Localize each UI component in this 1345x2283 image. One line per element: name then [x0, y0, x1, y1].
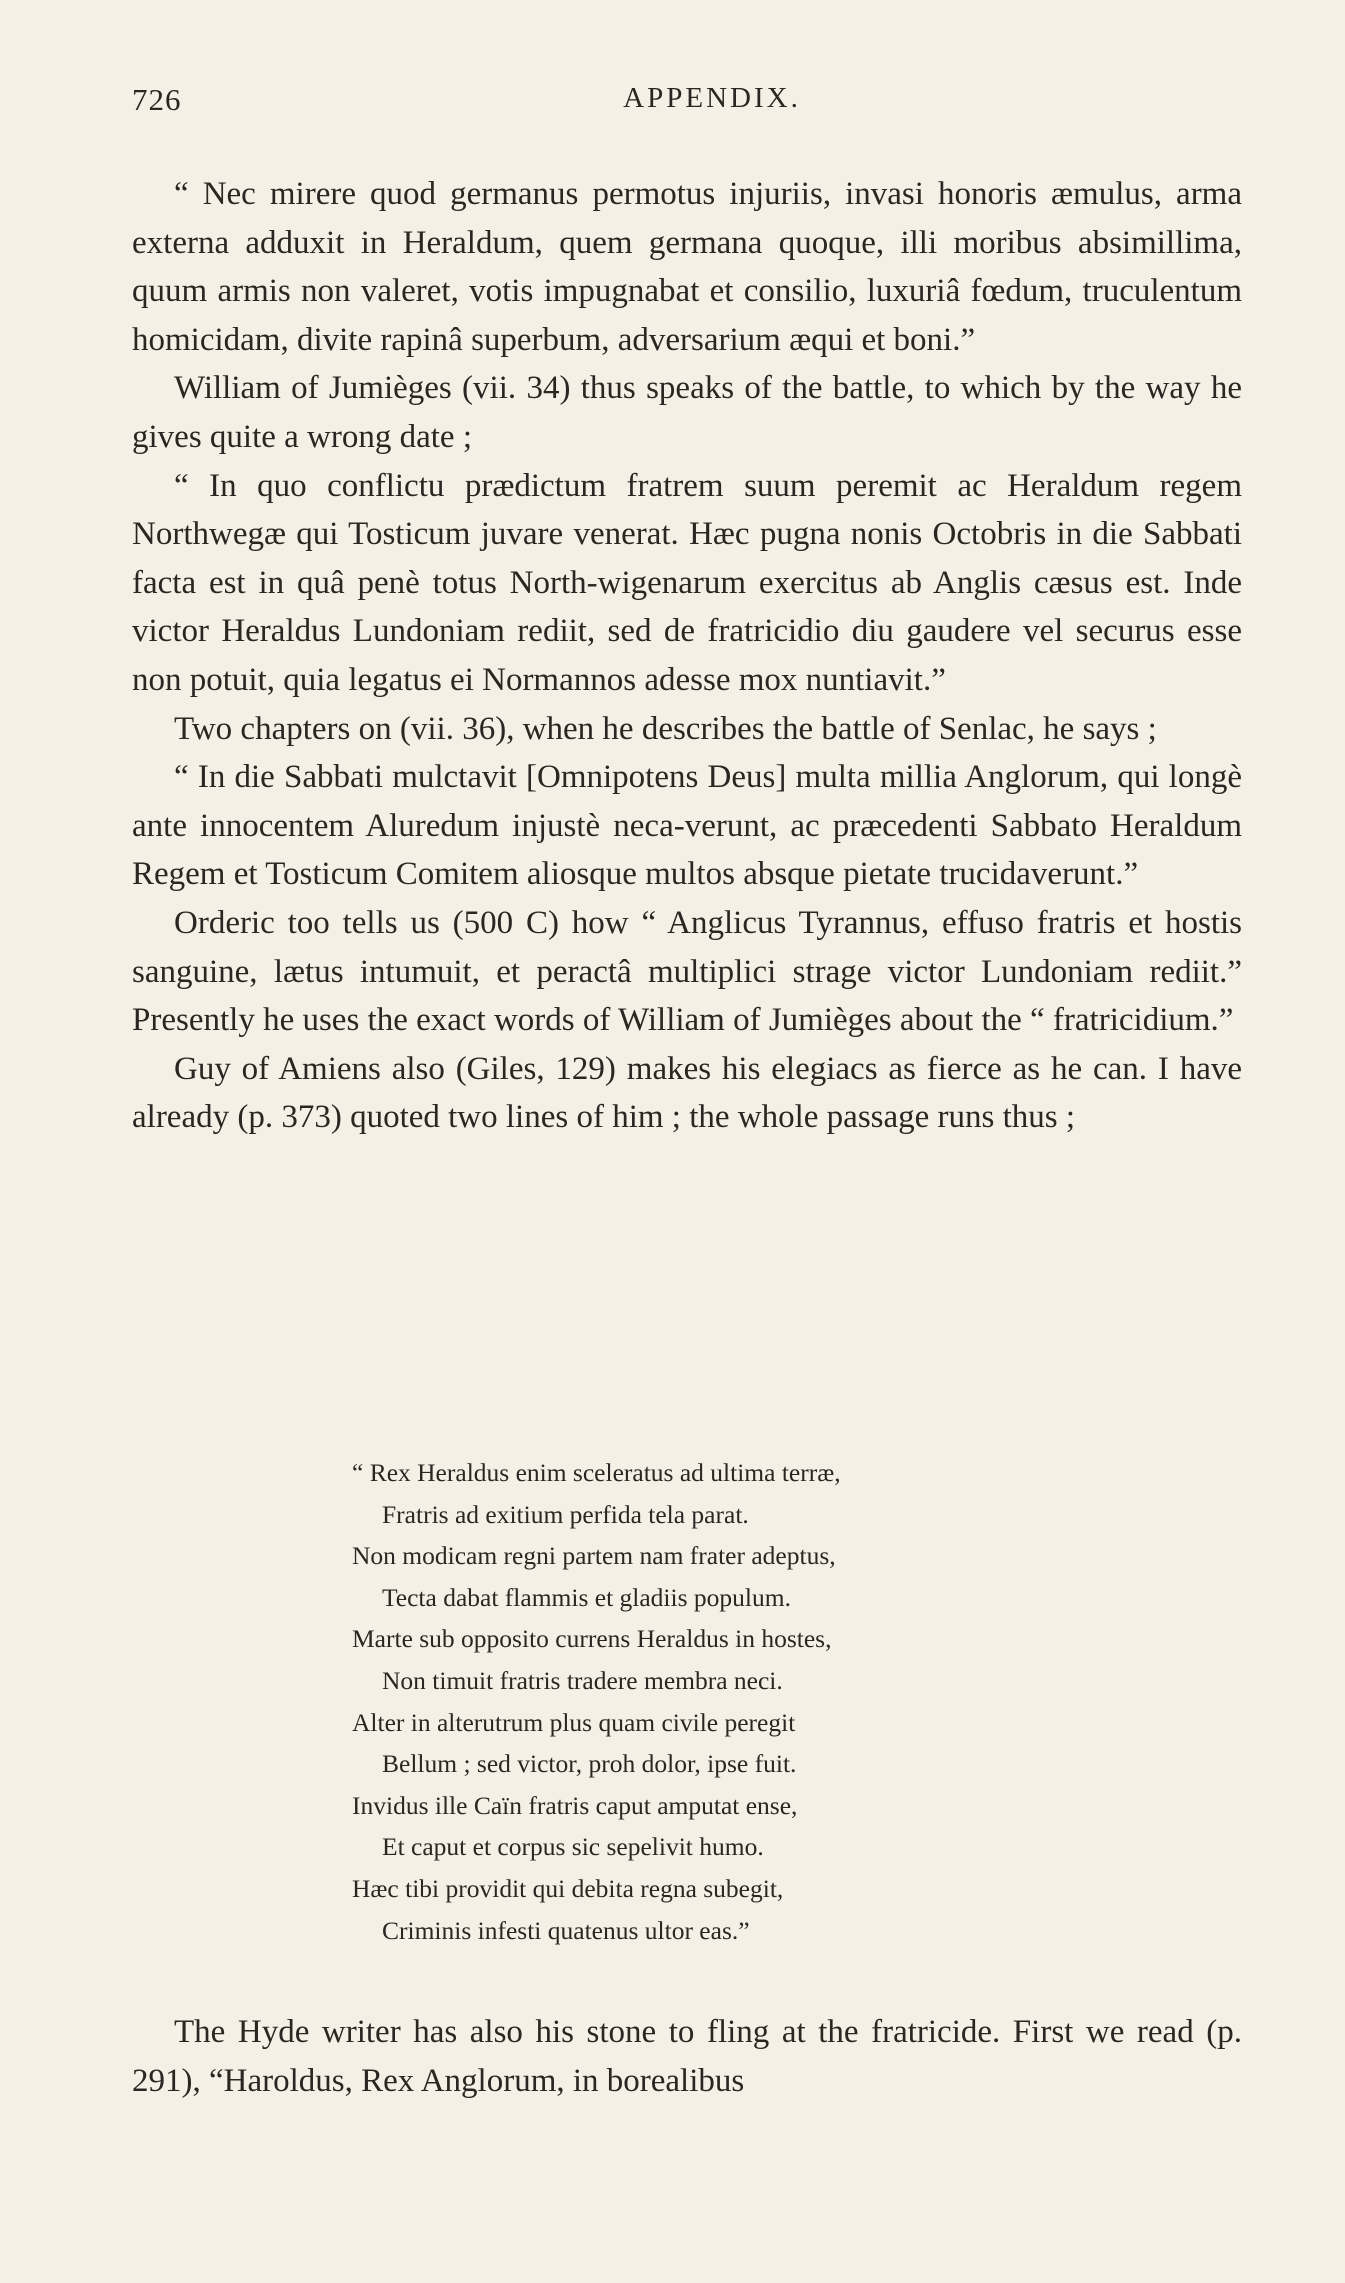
closing-text [132, 2008, 1242, 2105]
verse-line: Invidus ille Caïn fratris caput amputat ense, [352, 1790, 798, 1820]
paragraph: William of Jumièges (vii. 34) thus speaks of the battle, to which by the way he gives quite a wrong date ; [132, 370, 1242, 455]
verse-line: Alter in alterutrum plus quam civile peregit [352, 1707, 796, 1737]
verse-line: Criminis infesti quatenus ultor eas.” [382, 1915, 750, 1945]
verse-line: Tecta dabat flammis et gladiis populum. [382, 1582, 791, 1612]
verse-line: Fratris ad exitium perfida tela parat. [382, 1499, 749, 1529]
verse-line: Non timuit fratris tradere membra neci. [382, 1665, 783, 1695]
page-number: 726 [132, 82, 182, 117]
paragraph: “ Nec mirere quod germanus permotus injuriis, invasi honoris æmulus, arma externa adduxit in Heraldum, quem germana quoque, illi moribus absimillima, quum armis non valeret, votis impugnabat et consilio, luxuriâ fœdum, truculentum homicidam, divite rapinâ superbum, adversarium æqui et boni.” [132, 176, 1242, 358]
page-header [132, 82, 1292, 132]
paragraph: Two chapters on (vii. 36), when he describes the battle of Senlac, he says ; [174, 710, 1157, 747]
paragraph: The Hyde writer has also his stone to fling at the fratricide. First we read (p. 291), “Haroldus, Rex Anglorum, in borealibus [132, 2014, 1242, 2099]
paragraph: “ In die Sabbati mulctavit [Omnipotens Deus] multa millia Anglorum, qui longè ante innocentem Aluredum injustè neca-verunt, ac præcedenti Sabbato Heraldum Regem et Tosticum Comitem aliosque multos absque pietate trucidaverunt.” [132, 759, 1242, 893]
verse-line: Et caput et corpus sic sepelivit humo. [382, 1832, 764, 1862]
main-text [132, 170, 1242, 1142]
paragraph: “ In quo conflictu prædictum fratrem suum peremit ac Heraldum regem Northwegæ qui Tosticum juvare venerat. Hæc pugna nonis Octobris in die Sabbati facta est in quâ penè totus North-wigenarum exercitus ab Anglis cæsus est. Inde victor Heraldus Lundoniam rediit, sed de fratricidio diu gaudere vel securus esse non potuit, quia legatus ei Normannos adesse mox nuntiavit.” [132, 467, 1242, 698]
paragraph: Guy of Amiens also (Giles, 129) makes his elegiacs as fierce as he can. I have already (p. 373) quoted two lines of him ; the whole passage runs thus ; [132, 1050, 1242, 1136]
paragraph: Orderic too tells us (500 C) how “ Anglicus Tyrannus, effuso fratris et hostis sanguine, lætus intumuit, et peractâ multiplici strage victor Lundoniam rediit.” Presently he uses the exact words of William of Jumièges about the “ fratricidium.” [132, 904, 1242, 1039]
verse-line: Marte sub opposito currens Heraldus in hostes, [352, 1624, 832, 1654]
verse-line: Hæc tibi providit qui debita regna subegit, [352, 1873, 784, 1903]
verse-quotation [352, 1452, 1072, 1951]
verse-line: Bellum ; sed victor, proh dolor, ipse fuit. [382, 1749, 797, 1779]
verse-line: Non modicam regni partem nam frater adeptus, [352, 1541, 836, 1571]
running-head: APPENDIX. [623, 82, 801, 114]
verse-line: “ Rex Heraldus enim sceleratus ad ultima terræ, [352, 1458, 841, 1487]
